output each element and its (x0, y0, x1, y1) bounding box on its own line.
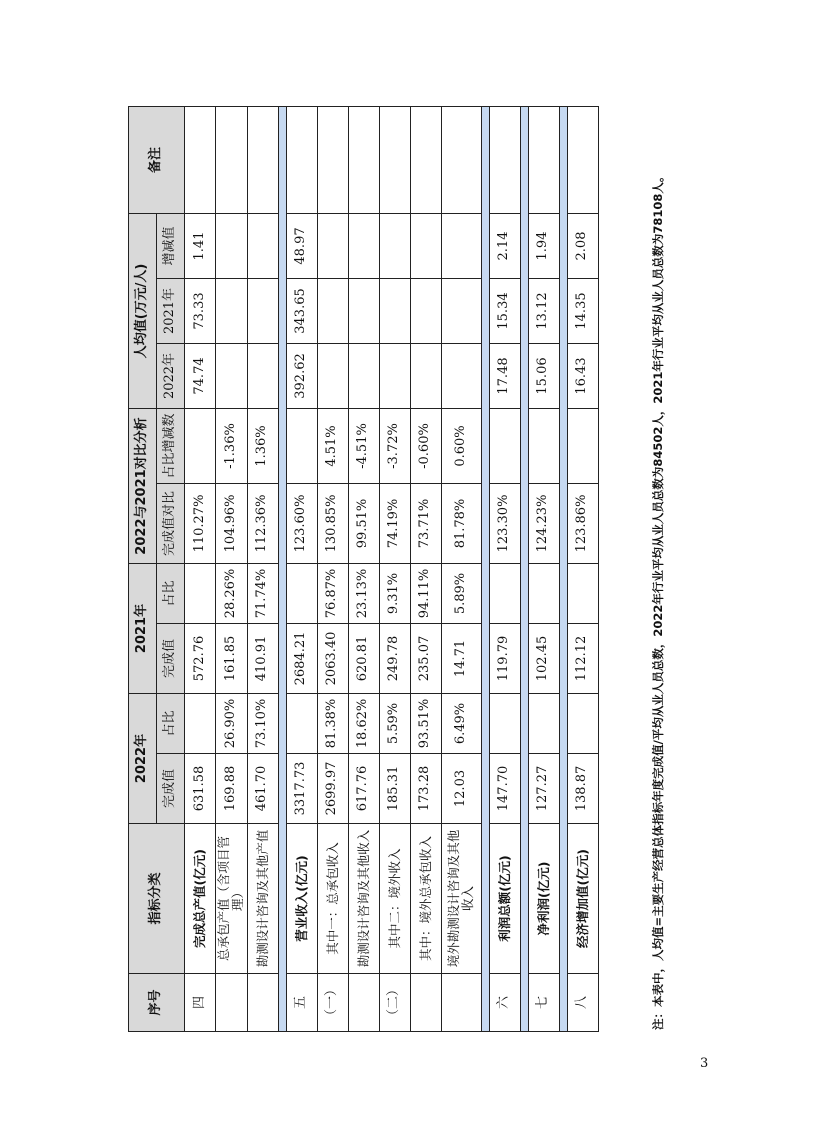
category-cell: 勘测设计咨询及其他产值 (247, 824, 278, 974)
remark-cell (317, 106, 348, 213)
category-cell: 经济增加值(亿元) (567, 824, 598, 974)
pc-diff-cell (247, 213, 278, 278)
section-separator (481, 106, 489, 1031)
pc-2022-cell (441, 344, 481, 409)
seq-cell (441, 974, 481, 1032)
pc-2022-cell: 15.06 (528, 344, 559, 409)
value-2021-cell: 119.79 (489, 624, 520, 694)
pc-diff-cell (348, 213, 379, 278)
header-value-ratio: 完成值对比 (157, 484, 185, 564)
pc-2022-cell: 74.74 (185, 344, 216, 409)
share-2021-cell (489, 564, 520, 624)
share-2021-cell: 9.31% (379, 564, 410, 624)
pc-2021-cell (441, 279, 481, 344)
share-2021-cell: 76.87% (317, 564, 348, 624)
share-change-cell (286, 409, 317, 484)
value-2021-cell: 14.71 (441, 624, 481, 694)
pc-2021-cell (379, 279, 410, 344)
category-cell: 总承包产值（含项目管理） (216, 824, 248, 974)
share-change-cell (528, 409, 559, 484)
ratio-cell: 99.51% (348, 484, 379, 564)
share-2022-cell: 18.62% (348, 694, 379, 754)
value-2022-cell: 12.03 (441, 754, 481, 824)
header-per-capita: 人均值(万元/人) (129, 213, 157, 408)
ratio-cell: 112.36% (247, 484, 278, 564)
pc-diff-cell: 1.41 (185, 213, 216, 278)
separator-cell (481, 106, 489, 1031)
ratio-cell: 104.96% (216, 484, 248, 564)
table-row (489, 106, 520, 1031)
category-cell: 其中二：境外收入 (379, 824, 410, 974)
seq-cell: 八 (567, 974, 598, 1032)
share-2021-cell: 23.13% (348, 564, 379, 624)
header-share-2021: 占比 (157, 564, 185, 624)
value-2021-cell: 249.78 (379, 624, 410, 694)
pc-2022-cell: 17.48 (489, 344, 520, 409)
share-change-cell: -0.60% (410, 409, 441, 484)
pc-diff-cell: 2.08 (567, 213, 598, 278)
pc-2022-cell (348, 344, 379, 409)
remark-cell (247, 106, 278, 213)
table-row (410, 106, 441, 1031)
share-2022-cell: 5.59% (379, 694, 410, 754)
ratio-cell: 123.30% (489, 484, 520, 564)
value-2022-cell: 173.28 (410, 754, 441, 824)
pc-2022-cell (379, 344, 410, 409)
table-row (379, 106, 410, 1031)
ratio-cell: 124.23% (528, 484, 559, 564)
pc-2021-cell: 73.33 (185, 279, 216, 344)
header-category: 指标分类 (129, 824, 185, 974)
pc-2022-cell (410, 344, 441, 409)
pc-diff-cell: 1.94 (528, 213, 559, 278)
page-number: 3 (700, 1056, 709, 1071)
remark-cell (216, 106, 248, 213)
ratio-cell: 73.71% (410, 484, 441, 564)
category-cell: 其中一：总承包收入 (317, 824, 348, 974)
value-2021-cell: 161.85 (216, 624, 248, 694)
share-change-cell: -1.36% (216, 409, 248, 484)
share-2021-cell (185, 564, 216, 624)
share-change-cell (567, 409, 598, 484)
seq-cell (410, 974, 441, 1032)
share-change-cell: -3.72% (379, 409, 410, 484)
separator-cell (559, 106, 567, 1031)
table-row (286, 106, 317, 1031)
header-share-2022: 占比 (157, 694, 185, 754)
value-2021-cell: 620.81 (348, 624, 379, 694)
pc-2021-cell (410, 279, 441, 344)
value-2022-cell: 127.27 (528, 754, 559, 824)
pc-diff-cell: 2.14 (489, 213, 520, 278)
seq-cell: （二） (379, 974, 410, 1032)
value-2021-cell: 572.76 (185, 624, 216, 694)
pc-diff-cell (216, 213, 248, 278)
value-2022-cell: 617.76 (348, 754, 379, 824)
header-compare: 2022与2021对比分析 (129, 409, 157, 564)
ratio-cell: 110.27% (185, 484, 216, 564)
pc-2021-cell: 13.12 (528, 279, 559, 344)
remark-cell (528, 106, 559, 213)
table-row (185, 106, 216, 1031)
value-2022-cell: 631.58 (185, 754, 216, 824)
pc-2021-cell: 15.34 (489, 279, 520, 344)
remark-cell (348, 106, 379, 213)
value-2022-cell: 461.70 (247, 754, 278, 824)
remark-cell (185, 106, 216, 213)
seq-cell (216, 974, 248, 1032)
ratio-cell: 130.85% (317, 484, 348, 564)
value-2021-cell: 2684.21 (286, 624, 317, 694)
value-2021-cell: 2063.40 (317, 624, 348, 694)
seq-cell: 四 (185, 974, 216, 1032)
header-value-2021: 完成值 (157, 624, 185, 694)
header-2022: 2022年 (129, 694, 157, 824)
rotated-table-container (128, 107, 628, 1032)
seq-cell: 五 (286, 974, 317, 1032)
ratio-cell: 81.78% (441, 484, 481, 564)
share-change-cell: 0.60% (441, 409, 481, 484)
header-seq: 序号 (129, 974, 185, 1032)
header-pc-2022: 2022年 (157, 344, 185, 409)
pc-2021-cell (216, 279, 248, 344)
pc-diff-cell (379, 213, 410, 278)
value-2022-cell: 147.70 (489, 754, 520, 824)
remark-cell (567, 106, 598, 213)
header-pc-diff: 增减值 (157, 213, 185, 278)
value-2022-cell: 2699.97 (317, 754, 348, 824)
category-cell: 境外勘测设计咨询及其他收入 (441, 824, 481, 974)
remark-cell (379, 106, 410, 213)
category-cell: 完成总产值(亿元) (185, 824, 216, 974)
pc-2021-cell (247, 279, 278, 344)
pc-diff-cell (441, 213, 481, 278)
pc-2022-cell (317, 344, 348, 409)
share-change-cell: 4.51% (317, 409, 348, 484)
share-2021-cell: 5.89% (441, 564, 481, 624)
remark-cell (441, 106, 481, 213)
pc-2021-cell (348, 279, 379, 344)
table-row (317, 106, 348, 1031)
category-cell: 净利润(亿元) (528, 824, 559, 974)
share-2022-cell: 6.49% (441, 694, 481, 754)
value-2022-cell: 138.87 (567, 754, 598, 824)
ratio-cell: 74.19% (379, 484, 410, 564)
table-row (247, 106, 278, 1031)
share-change-cell (489, 409, 520, 484)
share-change-cell (185, 409, 216, 484)
pc-2022-cell: 16.43 (567, 344, 598, 409)
share-2022-cell: 73.10% (247, 694, 278, 754)
header-pc-2021: 2021年 (157, 279, 185, 344)
remark-cell (410, 106, 441, 213)
value-2021-cell: 112.12 (567, 624, 598, 694)
value-2022-cell: 185.31 (379, 754, 410, 824)
section-separator (520, 106, 528, 1031)
value-2021-cell: 102.45 (528, 624, 559, 694)
table-row (567, 106, 598, 1031)
indicator-table (128, 106, 599, 1032)
separator-cell (520, 106, 528, 1031)
pc-2021-cell (317, 279, 348, 344)
seq-cell (348, 974, 379, 1032)
header-share-change: 占比增减数 (157, 409, 185, 484)
share-2021-cell (567, 564, 598, 624)
remark-cell (286, 106, 317, 213)
pc-2022-cell (216, 344, 248, 409)
pc-diff-cell (317, 213, 348, 278)
share-2022-cell (567, 694, 598, 754)
table-row (216, 106, 248, 1031)
section-separator (559, 106, 567, 1031)
ratio-cell: 123.86% (567, 484, 598, 564)
share-2021-cell: 71.74% (247, 564, 278, 624)
share-2021-cell (286, 564, 317, 624)
category-cell: 营业收入(亿元) (286, 824, 317, 974)
value-2021-cell: 235.07 (410, 624, 441, 694)
separator-cell (278, 106, 286, 1031)
pc-2022-cell (247, 344, 278, 409)
value-2022-cell: 3317.73 (286, 754, 317, 824)
table-footnote: 注：本表中，人均值=主要生产经营总体指标年度完成值/平均从业人员总数，2022年行业平均从业人员总数为84502人，2021年行业平均从业人员总数为78108人。 (651, 170, 665, 1030)
share-2021-cell (528, 564, 559, 624)
pc-diff-cell: 48.97 (286, 213, 317, 278)
category-cell: 其中：境外总承包收入 (410, 824, 441, 974)
share-2021-cell: 28.26% (216, 564, 248, 624)
ratio-cell: 123.60% (286, 484, 317, 564)
pc-2021-cell: 14.35 (567, 279, 598, 344)
share-2022-cell (489, 694, 520, 754)
value-2021-cell: 410.91 (247, 624, 278, 694)
share-change-cell: -4.51% (348, 409, 379, 484)
pc-2022-cell: 392.62 (286, 344, 317, 409)
share-2021-cell: 94.11% (410, 564, 441, 624)
seq-cell (247, 974, 278, 1032)
share-2022-cell (185, 694, 216, 754)
share-2022-cell: 26.90% (216, 694, 248, 754)
category-cell: 勘测设计咨询及其他收入 (348, 824, 379, 974)
table-row (348, 106, 379, 1031)
share-2022-cell (286, 694, 317, 754)
header-remark: 备注 (129, 106, 185, 213)
pc-2021-cell: 343.65 (286, 279, 317, 344)
table-row (528, 106, 559, 1031)
share-2022-cell: 81.38% (317, 694, 348, 754)
share-2022-cell (528, 694, 559, 754)
seq-cell: （一） (317, 974, 348, 1032)
share-change-cell: 1.36% (247, 409, 278, 484)
remark-cell (489, 106, 520, 213)
header-value-2022: 完成值 (157, 754, 185, 824)
value-2022-cell: 169.88 (216, 754, 248, 824)
header-2021: 2021年 (129, 564, 157, 694)
section-separator (278, 106, 286, 1031)
category-cell: 利润总额(亿元) (489, 824, 520, 974)
pc-diff-cell (410, 213, 441, 278)
header-row-1 (129, 106, 157, 1031)
seq-cell: 六 (489, 974, 520, 1032)
share-2022-cell: 93.51% (410, 694, 441, 754)
table-row (441, 106, 481, 1031)
seq-cell: 七 (528, 974, 559, 1032)
